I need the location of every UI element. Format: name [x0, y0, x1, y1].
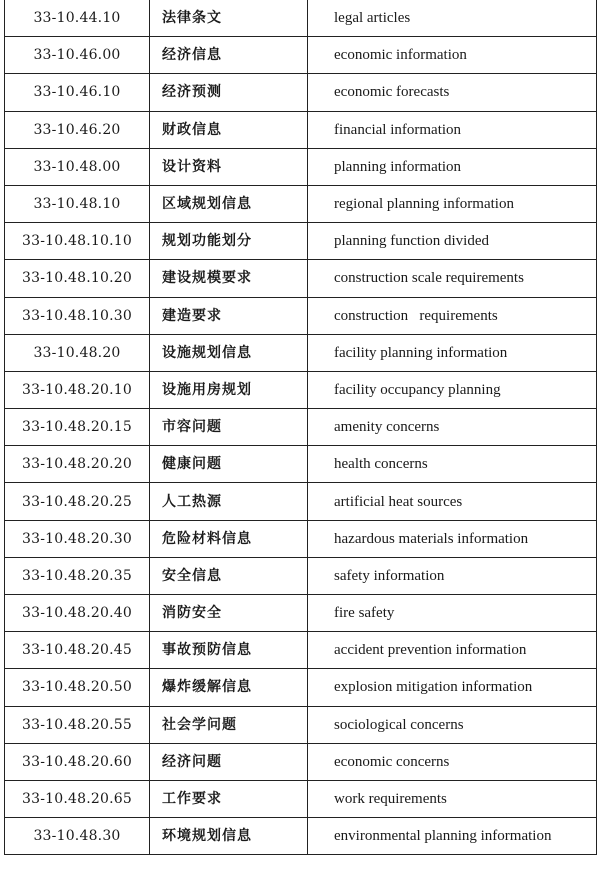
- english-term-cell: accident prevention information: [308, 632, 597, 669]
- table-row: [5, 371, 597, 408]
- table-row: [5, 148, 597, 185]
- chinese-term-cell: 规划功能划分: [150, 223, 308, 260]
- table-row: [5, 37, 597, 74]
- table-row: [5, 557, 597, 594]
- table-row: [5, 297, 597, 334]
- code-cell: 33-10.48.10.20: [5, 260, 150, 297]
- code-cell: 33-10.48.20.60: [5, 743, 150, 780]
- chinese-term-cell: 区域规划信息: [150, 185, 308, 222]
- table-row: [5, 111, 597, 148]
- english-term-cell: explosion mitigation information: [308, 669, 597, 706]
- english-term-cell: sociological concerns: [308, 706, 597, 743]
- table-row: [5, 780, 597, 817]
- code-cell: 33-10.48.00: [5, 148, 150, 185]
- table-body: [5, 0, 597, 855]
- english-term-cell: safety information: [308, 557, 597, 594]
- table-row: [5, 595, 597, 632]
- chinese-term-cell: 法律条文: [150, 0, 308, 37]
- code-cell: 33-10.48.20.40: [5, 595, 150, 632]
- english-term-cell: facility occupancy planning: [308, 371, 597, 408]
- code-cell: 33-10.48.20: [5, 334, 150, 371]
- code-cell: 33-10.48.10.30: [5, 297, 150, 334]
- chinese-term-cell: 危险材料信息: [150, 520, 308, 557]
- table-row: [5, 706, 597, 743]
- code-cell: 33-10.46.00: [5, 37, 150, 74]
- chinese-term-cell: 设计资料: [150, 148, 308, 185]
- english-term-cell: financial information: [308, 111, 597, 148]
- table-row: [5, 223, 597, 260]
- code-cell: 33-10.48.20.55: [5, 706, 150, 743]
- english-term-cell: amenity concerns: [308, 409, 597, 446]
- english-term-cell: fire safety: [308, 595, 597, 632]
- code-cell: 33-10.46.20: [5, 111, 150, 148]
- chinese-term-cell: 健康问题: [150, 446, 308, 483]
- chinese-term-cell: 事故预防信息: [150, 632, 308, 669]
- table-row: [5, 260, 597, 297]
- chinese-term-cell: 市容问题: [150, 409, 308, 446]
- english-term-cell: economic concerns: [308, 743, 597, 780]
- table-row: [5, 743, 597, 780]
- table-row: [5, 520, 597, 557]
- chinese-term-cell: 经济问题: [150, 743, 308, 780]
- english-term-cell: environmental planning information: [308, 818, 597, 855]
- code-cell: 33-10.44.10: [5, 0, 150, 37]
- table-row: [5, 334, 597, 371]
- code-cell: 33-10.48.10.10: [5, 223, 150, 260]
- english-term-cell: economic information: [308, 37, 597, 74]
- english-term-cell: hazardous materials information: [308, 520, 597, 557]
- chinese-term-cell: 消防安全: [150, 595, 308, 632]
- chinese-term-cell: 安全信息: [150, 557, 308, 594]
- english-term-cell: work requirements: [308, 780, 597, 817]
- english-term-cell: economic forecasts: [308, 74, 597, 111]
- chinese-term-cell: 经济信息: [150, 37, 308, 74]
- table-row: [5, 818, 597, 855]
- code-cell: 33-10.48.20.45: [5, 632, 150, 669]
- english-term-cell: legal articles: [308, 0, 597, 37]
- chinese-term-cell: 环境规划信息: [150, 818, 308, 855]
- english-term-cell: construction scale requirements: [308, 260, 597, 297]
- english-term-cell: planning function divided: [308, 223, 597, 260]
- table-row: [5, 0, 597, 37]
- chinese-term-cell: 建设规模要求: [150, 260, 308, 297]
- english-term-cell: artificial heat sources: [308, 483, 597, 520]
- chinese-term-cell: 建造要求: [150, 297, 308, 334]
- english-term-cell: construction requirements: [308, 297, 597, 334]
- classification-table-container: [4, 0, 596, 855]
- code-cell: 33-10.48.10: [5, 185, 150, 222]
- code-cell: 33-10.48.20.35: [5, 557, 150, 594]
- chinese-term-cell: 爆炸缓解信息: [150, 669, 308, 706]
- code-cell: 33-10.48.20.65: [5, 780, 150, 817]
- code-cell: 33-10.48.30: [5, 818, 150, 855]
- chinese-term-cell: 设施用房规划: [150, 371, 308, 408]
- classification-table: [4, 0, 597, 855]
- chinese-term-cell: 工作要求: [150, 780, 308, 817]
- table-row: [5, 185, 597, 222]
- english-term-cell: planning information: [308, 148, 597, 185]
- chinese-term-cell: 社会学问题: [150, 706, 308, 743]
- chinese-term-cell: 经济预测: [150, 74, 308, 111]
- table-row: [5, 483, 597, 520]
- code-cell: 33-10.48.20.20: [5, 446, 150, 483]
- english-term-cell: regional planning information: [308, 185, 597, 222]
- chinese-term-cell: 财政信息: [150, 111, 308, 148]
- code-cell: 33-10.46.10: [5, 74, 150, 111]
- code-cell: 33-10.48.20.30: [5, 520, 150, 557]
- table-row: [5, 74, 597, 111]
- table-row: [5, 409, 597, 446]
- table-row: [5, 669, 597, 706]
- code-cell: 33-10.48.20.15: [5, 409, 150, 446]
- english-term-cell: facility planning information: [308, 334, 597, 371]
- chinese-term-cell: 人工热源: [150, 483, 308, 520]
- code-cell: 33-10.48.20.10: [5, 371, 150, 408]
- code-cell: 33-10.48.20.25: [5, 483, 150, 520]
- table-row: [5, 632, 597, 669]
- code-cell: 33-10.48.20.50: [5, 669, 150, 706]
- chinese-term-cell: 设施规划信息: [150, 334, 308, 371]
- table-row: [5, 446, 597, 483]
- english-term-cell: health concerns: [308, 446, 597, 483]
